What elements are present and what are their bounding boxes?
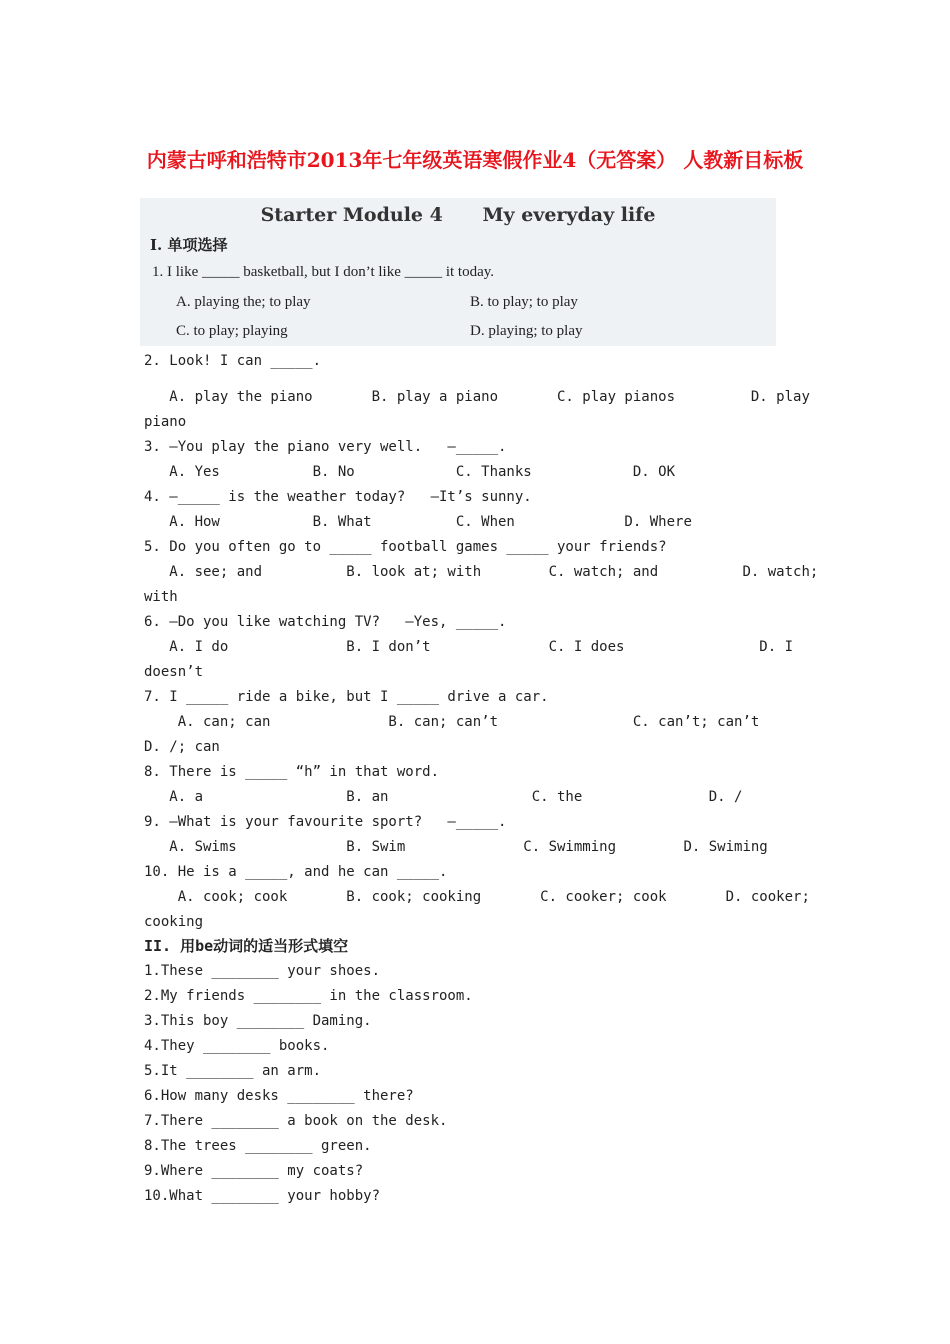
q5-options: A. see; and B. look at; with C. watch; and D. watch; (144, 564, 819, 580)
q1-option-c: C. to play; playing (176, 323, 288, 339)
question-9: 9. —What is your favourite sport? —_____. (144, 814, 507, 830)
fill-item-4: 4.They ________ books. (144, 1038, 330, 1054)
fill-item-2: 2.My friends ________ in the classroom. (144, 988, 473, 1004)
question-4: 4. —_____ is the weather today? —It’s sunny. (144, 489, 532, 505)
exercise-box (140, 198, 776, 346)
q8-options: A. a B. an C. the D. / (144, 789, 743, 805)
document-title: 内蒙古呼和浩特市2013年七年级英语寒假作业4（无答案） 人教新目标板 (146, 148, 804, 172)
question-10: 10. He is a _____, and he can _____. (144, 864, 448, 880)
q2-options: A. play the piano B. play a piano C. play pianos D. play (144, 389, 810, 405)
question-3: 3. —You play the piano very well. —_____. (144, 439, 507, 455)
q1-option-a: A. playing the; to play (176, 294, 311, 310)
fill-item-1: 1.These ________ your shoes. (144, 963, 381, 979)
question-7: 7. I _____ ride a bike, but I _____ drive a car. (144, 689, 549, 705)
q1-option-d: D. playing; to play (470, 323, 583, 339)
section-1-heading: I. 单项选择 (150, 236, 228, 254)
question-2: 2. Look! I can _____. (144, 353, 322, 369)
q4-options: A. How B. What C. When D. Where (144, 514, 692, 530)
fill-item-7: 7.There ________ a book on the desk. (144, 1113, 448, 1129)
module-heading: Starter Module 4 My everyday life (260, 204, 656, 226)
q6-options: A. I do B. I don’t C. I does D. I (144, 639, 794, 655)
q2-options-wrap: piano (144, 414, 187, 430)
question-8: 8. There is _____ “h” in that word. (144, 764, 440, 780)
q9-options: A. Swims B. Swim C. Swimming D. Swiming (144, 839, 768, 855)
fill-item-5: 5.It ________ an arm. (144, 1063, 322, 1079)
question-5: 5. Do you often go to _____ football games _____ your friends? (144, 539, 667, 555)
q1-option-b: B. to play; to play (470, 294, 578, 310)
question-6: 6. —Do you like watching TV? —Yes, _____. (144, 614, 507, 630)
q10-options-wrap: cooking (144, 914, 204, 930)
section-2-heading: II. 用be动词的适当形式填空 (144, 937, 349, 955)
fill-item-8: 8.The trees ________ green. (144, 1138, 372, 1154)
question-1: 1. I like _____ basketball, but I don’t like _____ it today. (152, 264, 495, 280)
fill-item-9: 9.Where ________ my coats? (144, 1163, 364, 1179)
fill-item-3: 3.This boy ________ Daming. (144, 1013, 372, 1029)
q6-options-wrap: doesn’t (144, 664, 204, 680)
q3-options: A. Yes B. No C. Thanks D. OK (144, 464, 676, 480)
fill-item-6: 6.How many desks ________ there? (144, 1088, 414, 1104)
q5-options-wrap: with (144, 589, 178, 605)
fill-item-10: 10.What ________ your hobby? (144, 1188, 381, 1204)
q10-options: A. cook; cook B. cook; cooking C. cooker; cook D. cooker; (144, 889, 810, 905)
q7-options: A. can; can B. can; can’t C. can’t; can’t (144, 714, 760, 730)
q7-options-wrap: D. /; can (144, 739, 220, 755)
